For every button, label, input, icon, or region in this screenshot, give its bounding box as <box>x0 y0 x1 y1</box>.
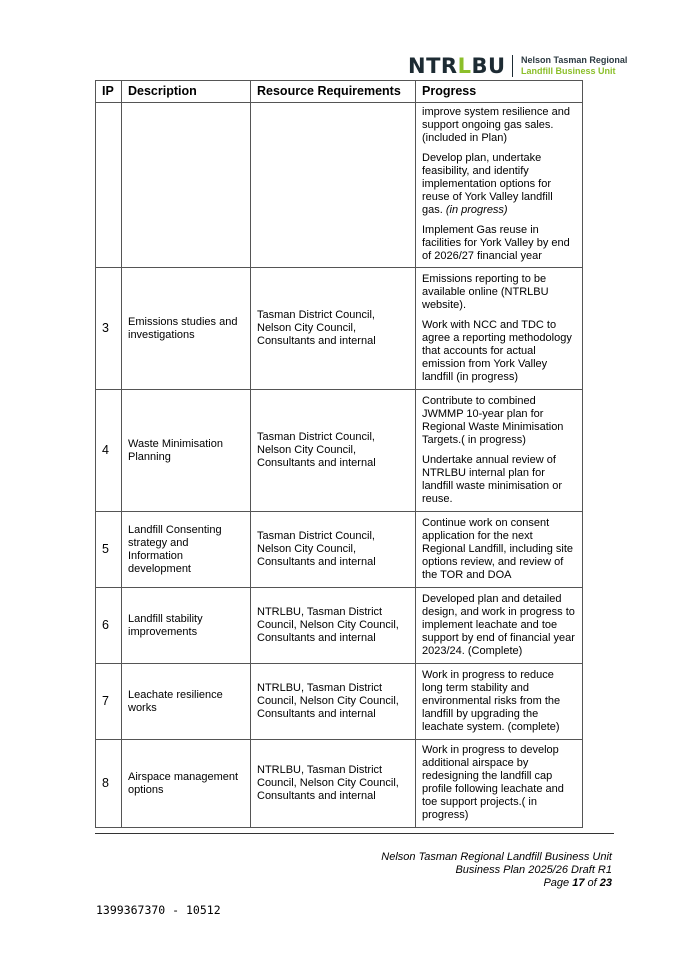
resources-cell: NTRLBU, Tasman District Council, Nelson City Council, Consultants and internal <box>251 588 416 664</box>
progress-item: Develop plan, undertake feasibility, and identify implementation options for reuse of York Valley landfill gas. (in progress) <box>422 152 553 216</box>
progress-cell <box>416 664 583 740</box>
table-row <box>96 588 583 664</box>
document-id: 1399367370 - 10512 <box>96 903 221 917</box>
resources-cell: NTRLBU, Tasman District Council, Nelson City Council, Consultants and internal <box>251 740 416 828</box>
header-resources: Resource Requirements <box>251 81 416 103</box>
description-cell: Leachate resilience works <box>122 664 251 740</box>
table-row <box>96 103 583 268</box>
resources-cell: Tasman District Council, Nelson City Council, Consultants and internal <box>251 268 416 390</box>
header-progress: Progress <box>416 81 583 103</box>
ip-cell: 7 <box>96 664 122 740</box>
description-cell: Airspace management options <box>122 740 251 828</box>
ip-cell: 4 <box>96 390 122 512</box>
footer-doc-title: Business Plan 2025/26 Draft R1 <box>455 864 612 876</box>
footer-rule <box>95 833 614 834</box>
ip-cell <box>96 103 122 268</box>
ip-cell: 6 <box>96 588 122 664</box>
progress-cell <box>416 740 583 828</box>
progress-item: Implement Gas reuse in facilities for York Valley by end of 2026/27 financial year <box>422 224 570 262</box>
ip-cell: 8 <box>96 740 122 828</box>
progress-item: Contribute to combined JWMMP 10-year plan for Regional Waste Minimisation Targets.( in progress) <box>422 394 564 446</box>
table-row <box>96 268 583 390</box>
progress-item: Developed plan and detailed design, and work in progress to implement leachate and toe support by end of financial year 2023/24. (Complete) <box>422 592 575 657</box>
resources-cell: NTRLBU, Tasman District Council, Nelson City Council, Consultants and internal <box>251 664 416 740</box>
implementation-plan-table <box>95 80 583 828</box>
ip-cell: 5 <box>96 512 122 588</box>
progress-item: Emissions reporting to be available online (NTRLBU website). <box>422 272 549 311</box>
resources-cell: Tasman District Council, Nelson City Council, Consultants and internal <box>251 390 416 512</box>
logo-wordmark: NTRLBU <box>408 53 506 78</box>
progress-cell <box>416 588 583 664</box>
description-cell: Waste Minimisation Planning <box>122 390 251 512</box>
description-cell <box>122 103 251 268</box>
progress-item: Work with NCC and TDC to agree a reporting methodology that accounts for actual emission from York Valley landfill (in progress) <box>422 318 572 383</box>
progress-cell <box>416 268 583 390</box>
progress-item: Undertake annual review of NTRLBU internal plan for landfill waste minimisation or reuse. <box>422 453 562 505</box>
page-footer <box>381 851 612 890</box>
progress-cell <box>416 390 583 512</box>
logo-divider <box>512 55 514 77</box>
table-row <box>96 664 583 740</box>
resources-cell <box>251 103 416 268</box>
description-cell: Landfill Consenting strategy and Information development <box>122 512 251 588</box>
progress-item: improve system resilience and support ongoing gas sales. (included in Plan) <box>422 106 570 144</box>
description-cell: Emissions studies and investigations <box>122 268 251 390</box>
header-ip: IP <box>96 81 122 103</box>
table-row <box>96 390 583 512</box>
table-row <box>96 740 583 828</box>
footer-org: Nelson Tasman Regional Landfill Business Unit <box>381 851 612 863</box>
header-description: Description <box>122 81 251 103</box>
ntrlbu-logo <box>408 54 627 78</box>
progress-item: Work in progress to develop additional airspace by redesigning the landfill cap profile following leachate and toe support projects.( in progress) <box>422 744 564 821</box>
table-header-row <box>96 81 583 103</box>
ip-cell: 3 <box>96 268 122 390</box>
progress-item: Work in progress to reduce long term stability and environmental risks from the landfill by upgrading the leachate system. (complete) <box>422 668 561 733</box>
progress-item: Continue work on consent application for the next Regional Landfill, including site options review, and review of the TOR and DOA <box>422 516 574 581</box>
resources-cell: Tasman District Council, Nelson City Council, Consultants and internal <box>251 512 416 588</box>
logo-subtitle: Nelson Tasman Regional Landfill Business Unit <box>521 55 628 76</box>
table-row <box>96 512 583 588</box>
description-cell: Landfill stability improvements <box>122 588 251 664</box>
page-number: Page 17 of 23 <box>543 877 612 889</box>
progress-cell <box>416 103 583 268</box>
progress-cell <box>416 512 583 588</box>
